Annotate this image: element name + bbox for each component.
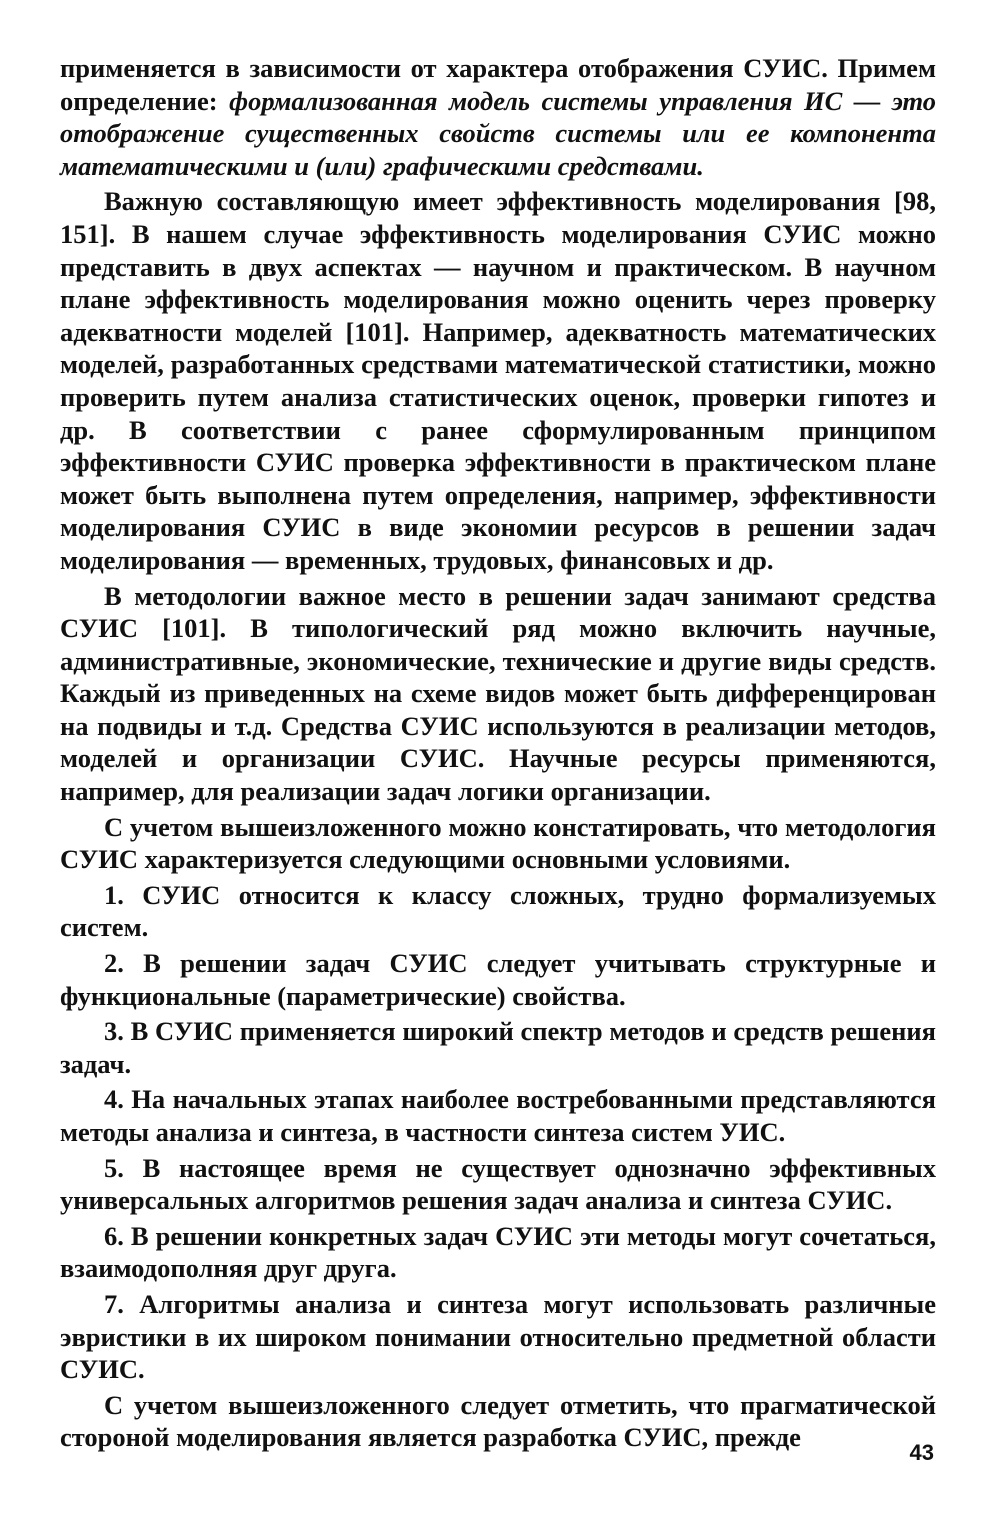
list-item-5: 5. В настоящее время не существует однозначно эффективных универсальных алгоритмов решения задач анализа и синтеза СУИС.	[60, 1152, 936, 1216]
list-item-3: 3. В СУИС применяется широкий спектр методов и средств решения задач.	[60, 1016, 936, 1079]
list-item-2: 2. В решении задач СУИС следует учитывать структурные и функциональные (параметрические) свойства.	[60, 948, 936, 1011]
paragraph-conditions-intro: С учетом вышеизложенного можно констатировать, что методология СУИС характеризуется следующими основными условиями.	[60, 811, 936, 875]
paragraph-definition	[60, 52, 936, 182]
list-item-7: 7. Алгоритмы анализа и синтеза могут использовать различные эвристики в их широком понимании относительно предметной области СУИС.	[60, 1288, 936, 1385]
page-number: 43	[909, 1440, 934, 1465]
paragraph-closing: С учетом вышеизложенного следует отметить, что прагматической стороной моделирования является разработка СУИС, прежде	[60, 1389, 936, 1453]
list-item-6: 6. В решении конкретных задач СУИС эти методы могут сочетаться, взаимодополняя друг друга.	[60, 1220, 936, 1284]
page-body	[60, 52, 936, 1457]
definition-italic: формализованная модель системы управления ИС — это отображение существенных свойств системы или ее компонента математическими и (или) графическими средствами.	[60, 85, 936, 181]
paragraph-efficiency: Важную составляющую имеет эффективность моделирования [98, 151]. В нашем случае эффективность моделирования СУИС можно представить в двух аспектах — научном и практическом. В научном плане эффективность моделирования можно оценить через проверку адекватности моделей [101]. Например, адекватность математических моделей, разработанных средствами математической статистики, можно проверить путем анализа статистических оценок, проверки гипотез и др. В соответствии с ранее сформулированным принципом эффективности СУИС проверка эффективности в практическом плане может быть выполнена путем определения, например, эффективности моделирования СУИС в виде экономии ресурсов в решении задач моделирования — временных, трудовых, финансовых и др.	[60, 186, 936, 575]
list-item-4: 4. На начальных этапах наиболее востребованными представляются методы анализа и синтеза, в частности синтеза систем УИС.	[60, 1084, 936, 1147]
paragraph-methodology-tools: В методологии важное место в решении задач занимают средства СУИС [101]. В типологический ряд можно включить научные, административные, экономические, технические и другие виды средств. Каждый из приведенных на схеме видов может быть дифференцирован на подвиды и т.д. Средства СУИС используются в реализации методов, моделей и организации СУИС. Научные ресурсы применяются, например, для реализации задач логики организации.	[60, 580, 936, 807]
paragraph-definition-text: применяется в зависимости от характера отображения СУИС. Примем определение:	[60, 53, 936, 116]
list-item-1: 1. СУИС относится к классу сложных, трудно формализуемых систем.	[60, 879, 936, 943]
